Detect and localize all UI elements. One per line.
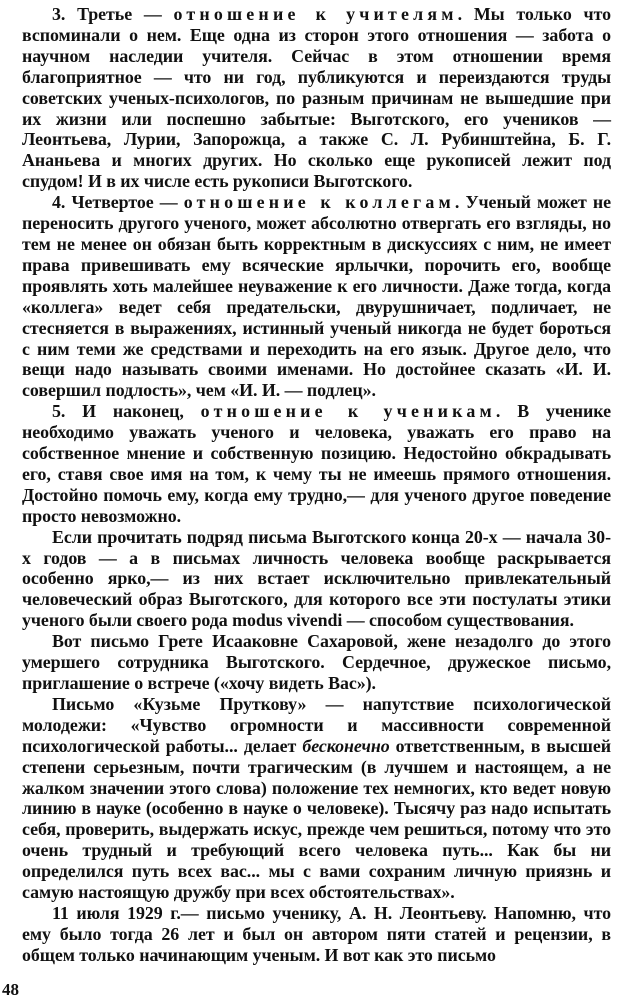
paragraph-teachers (22, 4, 611, 192)
paragraph-lead: 4. Четвертое — (52, 192, 184, 213)
paragraph-rest: . В ученике необходимо уважать ученого и человека, уважать его право на собственное мнение и собственную позицию. Недостойно обкрадывать его, ставя свое имя на том, к чему ты не имеешь прямого отношения. Достойно помочь ему, когда ему трудно,— для ученого другое поведение просто невозможно. (22, 401, 611, 526)
paragraph-text: Вот письмо Грете Исааковне Сахаровой, жене незадолго до этого умершего сотрудника Выготского. Сердечное, дружеское письмо, приглашение о встрече («хочу видеть Вас»). (22, 631, 611, 693)
spaced-heading-students: отношение к ученикам (200, 401, 496, 422)
paragraph-rest: . Мы только что вспоминали о нем. Еще одна из сторон этого отношения — забота о научном наследии учителя. Сейчас в этом отношении время благоприятное — что ни год, публикуются и переиздаются труды советских ученых-психологов, по разным причинам не вышедшие при их жизни или поспешно забытые: Выготского, его учеников — Леонтьева, Лурии, Запорожца, а также С. Л. Рубинштейна, Б. Г. Ананьева и многих других. Но сколько еще рукописей лежит под спудом! И в их числе есть рукописи Выготского. (22, 4, 611, 192)
paragraph-lead: Письмо «Кузьме Пруткову» — напутствие психологической молодежи: «Чувство огромности и массивности современной психологической работы... делает (22, 693, 611, 756)
italic-word: бесконечно (302, 735, 390, 756)
paragraph-rest: . Ученый может не переносить другого ученого, может абсолютно отвергать его взгляды, но тем не менее он обязан быть корректным в дискуссиях с ним, не имеет права привешивать ему всяческие ярлычки, порочить его, вообще проявлять хоть малейшее неуважение к его личности. Даже тогда, когда «коллега» ведет себя предательски, двурушничает, подличает, не стесняется в выражениях, истинный ученый никогда не будет бороться с ним теми же средствами и переходить на его язык. Другое дело, что вещи надо называть своими именами. Но достойнее сказать «И. И. совершил подлость», чем «И. И. — подлец». (22, 192, 611, 401)
paragraph-letters (22, 527, 611, 632)
spaced-heading-colleagues: отношение к коллегам (183, 192, 455, 213)
paragraph-students (22, 401, 611, 526)
spaced-heading-teachers: отношение к учителям (173, 4, 458, 24)
body-text (22, 4, 611, 966)
page-number: 48 (2, 980, 19, 999)
paragraph-sakharova-letter (22, 631, 611, 694)
paragraph-lead: 5. И наконец, (52, 401, 201, 422)
paragraph-leontiev-letter (22, 903, 611, 966)
paragraph-text: Если прочитать подряд письма Выготского конца 20-х — начала 30-х годов — а в письмах личность человека вообще раскрывается особенно ярко,— из них встает исключительно привлекательный человеческий образ Выготского, для которого все эти постулаты этики ученого были своего рода modus vivendi — способом существования. (22, 526, 611, 631)
paragraph-text: 11 июля 1929 г.— письмо ученику, А. Н. Леонтьеву. Напомню, что ему было тогда 26 лет и был он автором пяти статей и рецензии, в общем только начинающим ученым. И вот как это письмо (22, 902, 611, 965)
paragraph-lead: 3. Третье — (52, 4, 174, 24)
paragraph-prutkov-letter (22, 694, 611, 903)
paragraph-rest: ответственным, в высшей степени серьезным, почти трагическим (в лучшем и настоящем, а не жалком значении этого слова) положение тех немногих, кто ведет новую линию в науке (особенно в науке о человеке). Тысячу раз надо испытать себя, проверить, выдержать искус, прежде чем решиться, потому что это очень трудный и требующий всего человека путь... Как бы ни определился путь всех вас... мы с вами сохраним личную приязнь и самую настоящую дружбу при всех обстоятельствах». (22, 735, 611, 903)
paragraph-colleagues (22, 192, 611, 401)
